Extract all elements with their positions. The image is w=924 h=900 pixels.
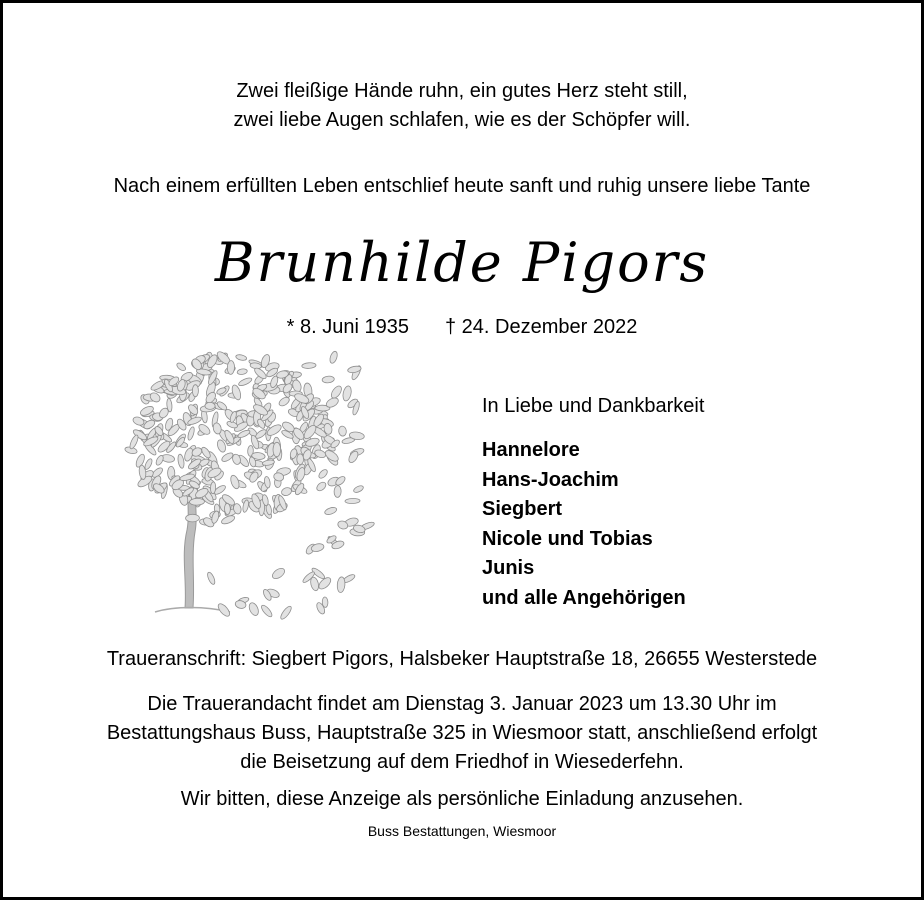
mourner-name: Junis [482, 557, 535, 579]
leaf [329, 350, 339, 364]
leaf [224, 503, 230, 514]
leaf [176, 362, 187, 372]
leaf [210, 482, 216, 494]
leaf [192, 385, 198, 397]
mourner-name: Nicole und Tobias [482, 527, 653, 550]
leaf [334, 485, 341, 497]
leaf [229, 474, 241, 490]
leaf [315, 481, 327, 493]
leaf [322, 597, 328, 608]
leaf [309, 576, 320, 591]
leaf [247, 601, 260, 616]
windblown-tree-illustration [115, 330, 375, 620]
mourner-name: und alle Angehörigen [482, 586, 686, 609]
leaf [189, 498, 204, 505]
leaf [279, 605, 293, 620]
leaf [322, 376, 335, 384]
poem [0, 77, 924, 135]
leaf [205, 402, 215, 409]
invitation-note: Wir bitten, diese Anzeige als persönliche Einladung anzusehen. [180, 788, 744, 810]
leaf [297, 454, 304, 465]
leaf [302, 362, 317, 369]
poem-line-1: Zwei fleißige Hände ruhn, ein gutes Herz steht still, [236, 80, 688, 102]
ceremony-line-1: Die Trauerandacht findet am Dienstag 3. Januar 2023 um 13.30 Uhr im [147, 693, 777, 715]
leaf [238, 376, 253, 387]
leaf [187, 426, 196, 441]
leaf [260, 604, 274, 619]
thanks-line: In Liebe und Dankbarkeit [482, 395, 705, 417]
leaf [177, 454, 185, 469]
leaf [337, 577, 346, 593]
mourner-name: Hans-Joachim [482, 468, 619, 491]
birth-date: * 8. Juni 1935 [286, 316, 409, 338]
leaf [329, 384, 343, 400]
leaf [317, 468, 329, 480]
leaf [271, 566, 287, 580]
leaf [155, 454, 165, 466]
leaf [186, 514, 200, 522]
leaf [227, 360, 235, 374]
leaf [273, 442, 281, 457]
leaf [235, 354, 247, 362]
death-date: † 24. Dezember 2022 [444, 316, 638, 338]
ceremony-line-3: die Beisetzung auf dem Friedhof in Wiesederfehn. [240, 751, 684, 773]
leaf [206, 571, 216, 585]
intro-text: Nach einem erfüllten Leben entschlief heute sanft und ruhig unsere liebe Tante [113, 175, 811, 197]
leaf [338, 426, 347, 437]
leaf [345, 498, 360, 504]
leaf [237, 368, 248, 375]
mourner-name: Hannelore [482, 439, 580, 461]
ceremony-details [0, 690, 924, 777]
funeral-home-credit: Buss Bestattungen, Wiesmoor [367, 823, 557, 839]
mourning-address: Traueranschrift: Siegbert Pigors, Halsbeker Hauptstraße 18, 26655 Westerstede [106, 648, 818, 670]
deceased-name: Brunhilde Pigors [214, 231, 710, 294]
leaf [128, 434, 139, 450]
mourner-list [482, 436, 686, 613]
leaf [353, 484, 365, 493]
mourner-name: Siegbert [482, 498, 563, 520]
leaf [280, 486, 292, 497]
leaf [324, 506, 338, 516]
ceremony-line-2: Bestattungshaus Buss, Hauptstraße 325 in Wiesmoor statt, anschließend erfolgt [106, 722, 818, 744]
poem-line-2: zwei liebe Augen schlafen, wie es der Schöpfer will. [233, 109, 691, 131]
leaf [342, 385, 353, 401]
